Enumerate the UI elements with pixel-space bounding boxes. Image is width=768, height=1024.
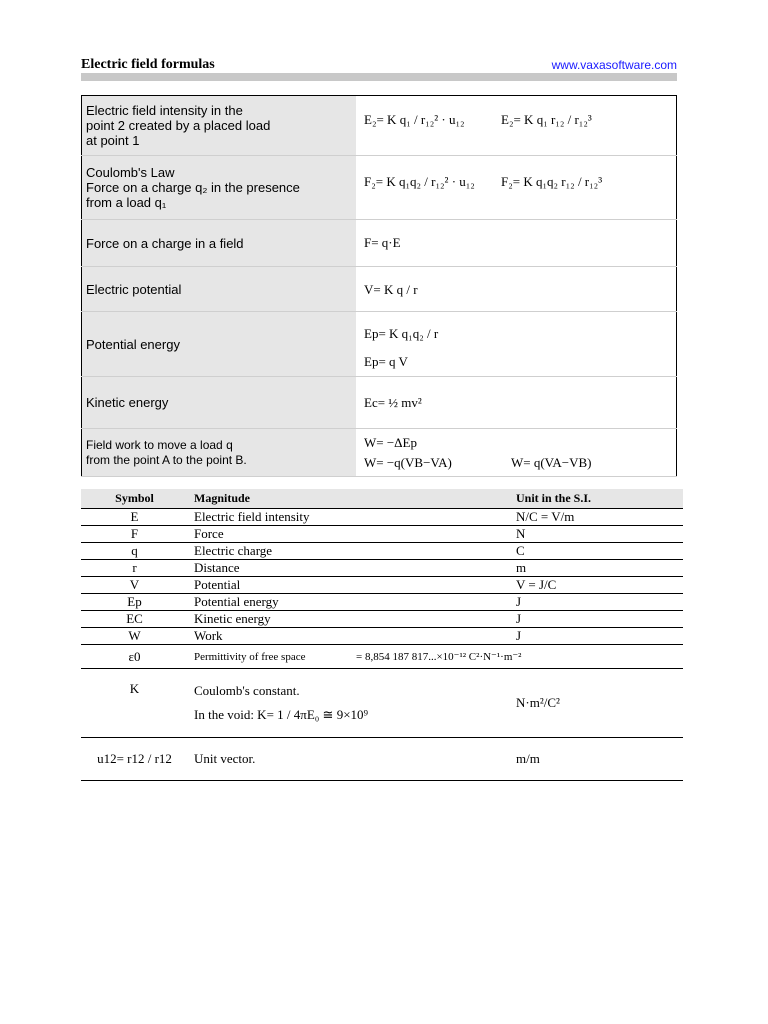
table-row: [81, 669, 683, 738]
unit-cell: V = J/C: [516, 577, 683, 594]
formula-work-2: W= −q(VB−VA): [364, 455, 452, 470]
symbol-cell: EC: [81, 611, 188, 628]
magnitude-cell: Electric field intensity: [188, 509, 516, 526]
table-row: [81, 526, 683, 543]
formula-coulomb-2: F₂= K q₁q₂ r₁₂ / r₁₂³: [501, 174, 603, 189]
symbol-cell: Ep: [81, 594, 188, 611]
formula-description: Coulomb's Law Force on a charge q₂ in the presence from a load q₁: [82, 156, 357, 220]
magnitude-cell: Distance: [188, 560, 516, 577]
formula-description: Electric potential: [82, 267, 357, 312]
formula-cell: [356, 267, 677, 312]
formula-work-1: W= −ΔEp: [364, 435, 417, 450]
table-row: [81, 645, 683, 669]
page-title: Electric field formulas: [81, 57, 215, 72]
magnitude-cell: Potential energy: [188, 594, 516, 611]
symbol-cell: E: [81, 509, 188, 526]
magnitude-cell: Unit vector.: [188, 738, 516, 781]
unit-cell: m/m: [516, 738, 683, 781]
table-row: [81, 594, 683, 611]
formula-cell: [356, 220, 677, 267]
magnitude-cell: Force: [188, 526, 516, 543]
symbol-cell: W: [81, 628, 188, 645]
header-unit: Unit in the S.I.: [516, 489, 683, 509]
symbol-cell: ε0: [81, 645, 188, 669]
formula-field-intensity-1: E₂= K q₁ / r₁₂² · u₁₂: [364, 112, 465, 127]
magnitude-cell: Coulomb's constant. In the void: K= 1 / 4πE₀ ≅ 9×10⁹: [188, 669, 516, 738]
unit-cell: = 8,854 187 817...×10⁻¹² C²·N⁻¹·m⁻²: [356, 645, 523, 669]
magnitude-cell: Electric charge: [188, 543, 516, 560]
symbol-cell: r: [81, 560, 188, 577]
magnitude-cell: Work: [188, 628, 516, 645]
units-table: [81, 489, 683, 781]
formula-row: [82, 312, 677, 377]
formula-work-3: W= q(VA−VB): [511, 455, 592, 470]
unit-cell: m: [516, 560, 683, 577]
formula-description: Kinetic energy: [82, 377, 357, 429]
formula-description: Electric field intensity in the point 2 created by a placed load at point 1: [82, 96, 357, 156]
table-row: [81, 738, 683, 781]
table-row: [81, 543, 683, 560]
formula-force-field: F= q·E: [364, 235, 401, 250]
magnitude-cell: Permittivity of free space: [188, 645, 516, 669]
formulas-table: [81, 95, 677, 477]
formula-potential-energy-1: Ep= K q₁q₂ / r: [364, 326, 439, 341]
symbol-cell: q: [81, 543, 188, 560]
table-row: [81, 560, 683, 577]
header-symbol: Symbol: [81, 489, 188, 509]
header-magnitude: Magnitude: [188, 489, 516, 509]
page-header: [81, 57, 677, 73]
unit-cell: N: [516, 526, 683, 543]
formula-row: [82, 377, 677, 429]
formula-kinetic-energy: Ec= ½ mv²: [364, 395, 422, 410]
table-row: [81, 577, 683, 594]
formula-cell: [356, 156, 677, 220]
unit-cell: N·m²/C²: [516, 669, 683, 738]
website-link[interactable]: www.vaxasoftware.com: [551, 58, 677, 72]
unit-cell: J: [516, 611, 683, 628]
formula-row: [82, 156, 677, 220]
magnitude-cell: Potential: [188, 577, 516, 594]
formula-row: [82, 220, 677, 267]
formula-row: [82, 96, 677, 156]
formula-field-intensity-2: E₂= K q₁ r₁₂ / r₁₂³: [501, 112, 592, 127]
table-row: [81, 628, 683, 645]
formula-cell: [356, 377, 677, 429]
formula-description: Potential energy: [82, 312, 357, 377]
header-divider: [81, 73, 677, 81]
formula-description: Field work to move a load q from the point A to the point B.: [82, 429, 357, 477]
magnitude-cell: Kinetic energy: [188, 611, 516, 628]
formula-cell: [356, 429, 677, 477]
table-row: [81, 611, 683, 628]
unit-cell: J: [516, 628, 683, 645]
unit-cell: J: [516, 594, 683, 611]
symbol-cell: K: [81, 669, 188, 738]
formula-coulomb-1: F₂= K q₁q₂ / r₁₂² · u₁₂: [364, 174, 475, 189]
unit-cell: N/C = V/m: [516, 509, 683, 526]
formula-cell: [356, 312, 677, 377]
symbol-cell: V: [81, 577, 188, 594]
table-row: [81, 509, 683, 526]
formula-row: [82, 267, 677, 312]
symbol-cell: u12= r12 / r12: [81, 738, 188, 781]
formula-row: [82, 429, 677, 477]
formula-description: Force on a charge in a field: [82, 220, 357, 267]
units-header-row: [81, 489, 683, 509]
formula-cell: [356, 96, 677, 156]
formula-potential-energy-2: Ep= q V: [364, 354, 408, 369]
formula-potential: V= K q / r: [364, 282, 418, 297]
unit-cell: C: [516, 543, 683, 560]
symbol-cell: F: [81, 526, 188, 543]
